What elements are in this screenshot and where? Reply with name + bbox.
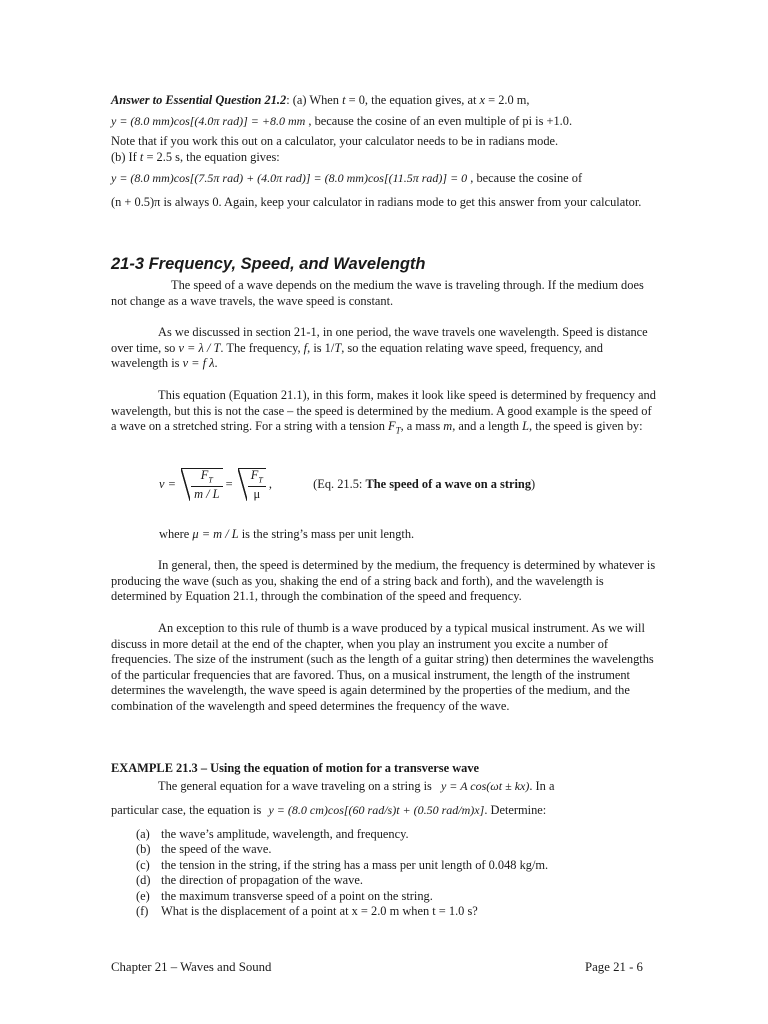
answer-text: = 2.5 s, the equation gives: <box>143 149 280 164</box>
where-line <box>159 527 659 543</box>
var-T: T <box>334 340 342 355</box>
fraction-2 <box>248 469 266 501</box>
answer-text: = 2.0 m, <box>485 93 530 107</box>
inline-equation: μ = m / L <box>192 527 239 541</box>
example-title: EXAMPLE 21.3 – Using the equation of motion for a transverse wave <box>111 761 480 775</box>
list-item <box>136 827 666 842</box>
text-run: As we discussed in section 21-1, in one period, the wave travels one wavelength. Speed is distance over time, so <box>111 325 648 355</box>
example-intro-line-1 <box>111 779 657 795</box>
subscript-T: T <box>395 425 401 436</box>
answer-label: Answer to Essential Question 21.2 <box>111 93 287 107</box>
list-marker: (a) <box>136 827 150 841</box>
answer-text: : (a) When <box>286 93 343 107</box>
eq-mu: μ <box>253 487 261 502</box>
list-item-text: the direction of propagation of the wave. <box>161 873 363 888</box>
answer-eq1-line <box>111 114 657 130</box>
fraction-1 <box>191 469 222 501</box>
list-marker: (b) <box>136 842 151 857</box>
var-L: L <box>522 419 529 434</box>
list-marker: (d) <box>136 873 151 888</box>
inline-equation: v = f λ <box>182 356 215 371</box>
answer-closing: (n + 0.5)π is always 0. Again, keep your calculator in radians mode to get this answer from your calculator. <box>111 194 642 209</box>
list-item-text: the maximum transverse speed of a point on the string. <box>161 888 433 903</box>
equation-21-5 <box>159 468 659 508</box>
var-x: x <box>479 93 486 107</box>
list-item <box>136 889 666 904</box>
list-marker: (e) <box>136 888 150 903</box>
list-item <box>136 904 666 919</box>
paragraph-4 <box>111 558 657 605</box>
paragraph-1 <box>111 278 657 309</box>
sqrt-1 <box>181 468 222 501</box>
list-item <box>136 873 666 888</box>
example-intro-line-2 <box>111 803 657 819</box>
list-marker: (c) <box>136 857 150 872</box>
example-intro <box>111 779 657 818</box>
eq-mL: m / L <box>194 487 220 502</box>
text-run: . The frequency, <box>220 340 304 355</box>
text-run: , and a length <box>452 419 523 434</box>
general-wave-equation: y = A cos(ωt ± kx) <box>440 779 530 793</box>
inline-equation: v = λ / T <box>178 340 221 355</box>
text-run: particular case, the equation is <box>111 802 262 817</box>
answer-eq2-line <box>111 171 657 187</box>
list-item-text: What is the displacement of a point at x = 2.0 m when t = 1.0 s? <box>161 904 478 919</box>
paragraph-text <box>111 325 657 372</box>
paragraph-3 <box>111 388 657 439</box>
eq-reference-bold: The speed of a wave on a string <box>365 476 532 491</box>
text-run: . In a <box>529 779 555 793</box>
answer-block <box>111 93 657 211</box>
var-t: t <box>342 93 346 107</box>
answer-text: , because the cosine of an even multiple of pi is +1.0. <box>305 113 573 128</box>
var-F: F <box>388 419 396 434</box>
text-run: , a mass <box>400 419 444 434</box>
text-run: The general equation for a wave traveling on a string is <box>158 779 432 793</box>
equation-1: y = (8.0 mm)cos[(4.0π rad)] = +8.0 mm <box>111 113 306 128</box>
footer-page-number: Page 21 - 6 <box>585 960 643 974</box>
example-question-list <box>136 827 666 919</box>
eq-equals: = <box>225 476 233 491</box>
paragraph-text: In general, then, the speed is determined by the medium, the frequency is determined by whatever is producing the wave (such as you, shaking the end of a string back and forth), and the wavelength is determined by Equation 21.1, through the combination of the speed and frequency. <box>111 558 656 604</box>
sqrt-2 <box>238 468 266 501</box>
text-run: , so the equation relating wave speed, frequency, and wavelength is <box>111 340 603 371</box>
answer-part-b <box>111 150 657 166</box>
text-run: This equation (Equation 21.1), in this form, makes it look like speed is determined by frequency and wavelength, but this is not the case – the speed is determined by the medium. A good example is the speed of a wave on a stretched string. For a string with a tension <box>111 388 656 434</box>
list-marker: (f) <box>136 904 149 919</box>
list-item-text: the tension in the string, if the string has a mass per unit length of 0.048 kg/m. <box>161 857 549 872</box>
question-list <box>136 827 666 919</box>
list-item <box>136 842 666 857</box>
paragraph-text <box>111 388 657 439</box>
list-item <box>136 858 666 873</box>
eq-T-sub: T <box>258 475 263 485</box>
answer-part-a <box>111 93 657 109</box>
list-item-text: the speed of the wave. <box>161 842 272 857</box>
text-run: . <box>214 356 218 371</box>
paragraph-5 <box>111 621 657 715</box>
answer-text: = 0, the equation gives, at <box>345 93 480 107</box>
var-m: m <box>443 419 453 434</box>
text-run: , is 1/ <box>307 340 335 355</box>
eq-F: F <box>200 468 209 482</box>
eq-lhs: v = <box>159 476 176 491</box>
answer-text: , because the cosine of <box>467 171 583 186</box>
text-run: , the speed is given by: <box>529 419 643 434</box>
section-heading: 21-3 Frequency, Speed, and Wavelength <box>111 255 426 273</box>
answer-note: Note that if you work this out on a calculator, your calculator needs to be in radians mode. <box>111 134 559 149</box>
equation-2: y = (8.0 mm)cos[(7.5π rad) + (4.0π rad)] = (8.0 mm)cos[(11.5π rad)] = 0 <box>111 171 468 186</box>
text-run: (Eq. 21.5: <box>313 476 366 491</box>
footer-chapter: Chapter 21 – Waves and Sound <box>111 960 272 974</box>
answer-text: (b) If <box>111 149 140 164</box>
paragraph-text: The speed of a wave depends on the medium the wave is traveling through. If the medium does not change as a wave travels, the wave speed is constant. <box>111 278 644 308</box>
text-run: is the string’s mass per unit length. <box>238 527 415 541</box>
eq-F: F <box>250 468 259 482</box>
text-run: where <box>159 527 193 541</box>
text-run: ) <box>531 476 536 491</box>
eq-T-sub: T <box>208 475 213 485</box>
paragraph-2 <box>111 325 657 372</box>
list-item-text: the wave’s amplitude, wavelength, and frequency. <box>161 827 409 841</box>
eq-comma: , <box>268 476 273 491</box>
var-f: f <box>303 340 308 355</box>
eq-reference <box>313 477 535 493</box>
var-t: t <box>139 149 144 164</box>
specific-wave-equation: y = (8.0 cm)cos[(60 rad/s)t + (0.50 rad/m)x] <box>268 802 485 817</box>
text-run: . Determine: <box>484 802 547 817</box>
paragraph-text: An exception to this rule of thumb is a wave produced by a typical musical instrument. As we will discuss in more detail at the end of the chapter, when you play an instrument you excite a number of frequencies. The size of the instrument (such as the length of a guitar string) then determines the wavelengths of the particular frequencies that are favored. Thus, on a musical instrument, the length of the instrument determines the wavelength, the wave speed is again determined by the properties of the medium, and the combination of the wavelength and speed determines the frequency of the wave. <box>111 621 654 713</box>
